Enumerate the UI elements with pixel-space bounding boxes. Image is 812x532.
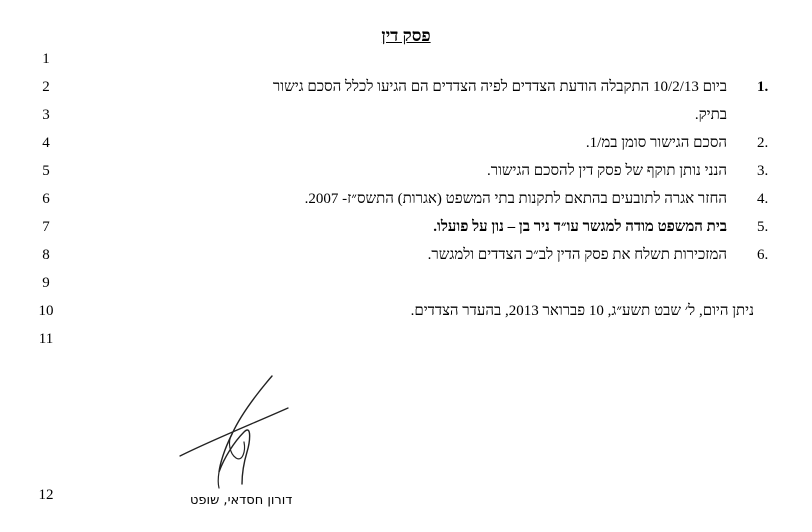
item-number: 2.: [757, 135, 769, 151]
line-number: 1: [42, 51, 50, 67]
line-number: 5: [42, 163, 50, 179]
document-title: פסק דין: [381, 26, 431, 45]
item-number: 1.: [757, 79, 769, 95]
line-number: 7: [42, 219, 50, 235]
item-number: 3.: [757, 163, 769, 179]
item-text-continuation: בתיק.: [694, 107, 727, 123]
line-number: 4: [42, 135, 50, 151]
item-text: הסכם הגישור סומן במ/1.: [585, 135, 727, 151]
line-number: 12: [38, 487, 54, 503]
item-text: בית המשפט מודה למגשר עו״ד ניר בן – נון על פועלו.: [433, 219, 727, 235]
item-number: 6.: [757, 247, 769, 263]
line-number: 6: [42, 191, 50, 207]
signature-name: דורון חסדאי, שופט: [190, 493, 293, 508]
line-number: 3: [42, 107, 50, 123]
given-date-line: ניתן היום, ל׳ שבט תשע״ג, 10 פברואר 2013, בהעדר הצדדים.: [410, 303, 754, 319]
line-number: 9: [42, 275, 50, 291]
line-number: 11: [38, 331, 54, 347]
line-number: 8: [42, 247, 50, 263]
item-text: הנני נותן תוקף של פסק דין להסכם הגישור.: [486, 163, 727, 179]
item-number: 5.: [757, 219, 769, 235]
line-number: 10: [38, 303, 54, 319]
judge-signature: [172, 372, 292, 490]
item-number: 4.: [757, 191, 769, 207]
item-text: החזר אגרה לתובעים בהתאם לתקנות בתי המשפט (אגרות) התשס״ז- 2007.: [304, 191, 727, 207]
item-text: ביום 10/2/13 התקבלה הודעת הצדדים לפיה הצדדים הם הגיעו לכלל הסכם גישור: [272, 79, 727, 95]
line-number: 2: [42, 79, 50, 95]
item-text: המזכירות תשלח את פסק הדין לב״כ הצדדים ולמגשר.: [427, 247, 727, 263]
